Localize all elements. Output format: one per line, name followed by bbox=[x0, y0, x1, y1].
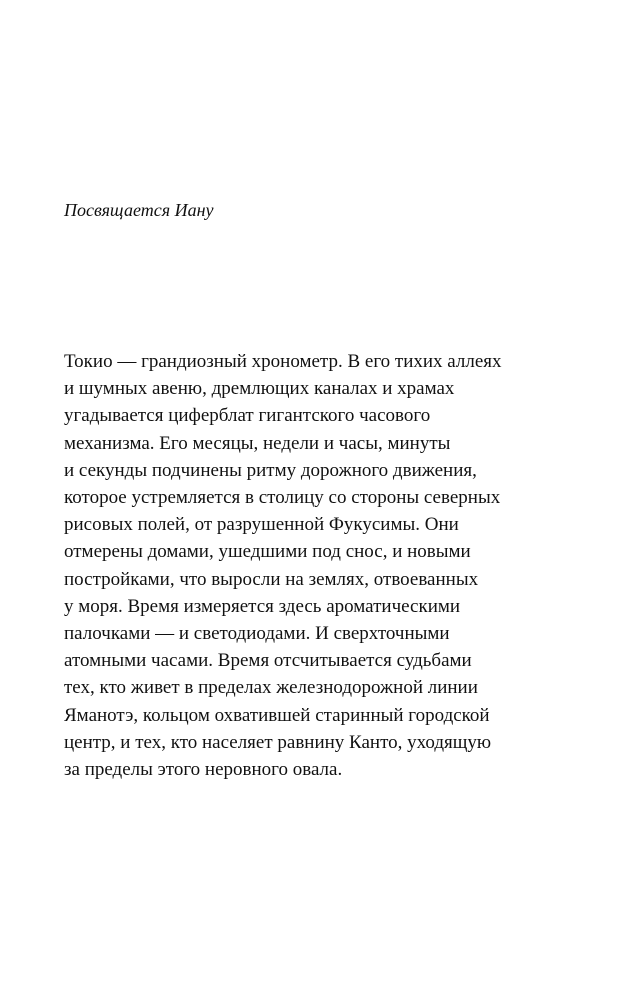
paragraph-line: и секунды подчинены ритму дорожного движения, bbox=[64, 459, 477, 481]
paragraph-line: за пределы этого неровного овала. bbox=[64, 759, 343, 781]
paragraph-line: Яманотэ, кольцом охватившей старинный городской bbox=[64, 704, 490, 726]
paragraph-line: механизма. Его месяцы, недели и часы, минуты bbox=[64, 432, 451, 454]
paragraph-line: постройками, что выросли на землях, отвоеванных bbox=[64, 568, 479, 590]
paragraph-line: рисовых полей, от разрушенной Фукусимы. Они bbox=[64, 514, 459, 536]
paragraph-line: атомными часами. Время отсчитывается судьбами bbox=[64, 650, 472, 672]
paragraph-line: Токио — грандиозный хронометр. В его тихих аллеях bbox=[64, 351, 502, 372]
paragraph-line: центр, и тех, кто населяет равнину Канто, уходящую bbox=[64, 731, 492, 753]
body-paragraph bbox=[64, 348, 544, 783]
paragraph-line: которое устремляется в столицу со стороны северных bbox=[64, 487, 501, 509]
paragraph-line: угадывается циферблат гигантского часового bbox=[64, 405, 431, 427]
paragraph-line: и шумных авеню, дремлющих каналах и храмах bbox=[64, 378, 455, 400]
paragraph-line: отмерены домами, ушедшими под снос, и новыми bbox=[64, 541, 471, 563]
dedication: Посвящается Иану bbox=[64, 200, 214, 220]
paragraph-line: палочками — и светодиодами. И сверхточными bbox=[64, 623, 450, 645]
paragraph-line: тех, кто живет в пределах железнодорожной линии bbox=[64, 677, 478, 699]
paragraph-line: у моря. Время измеряется здесь ароматическими bbox=[64, 595, 461, 617]
